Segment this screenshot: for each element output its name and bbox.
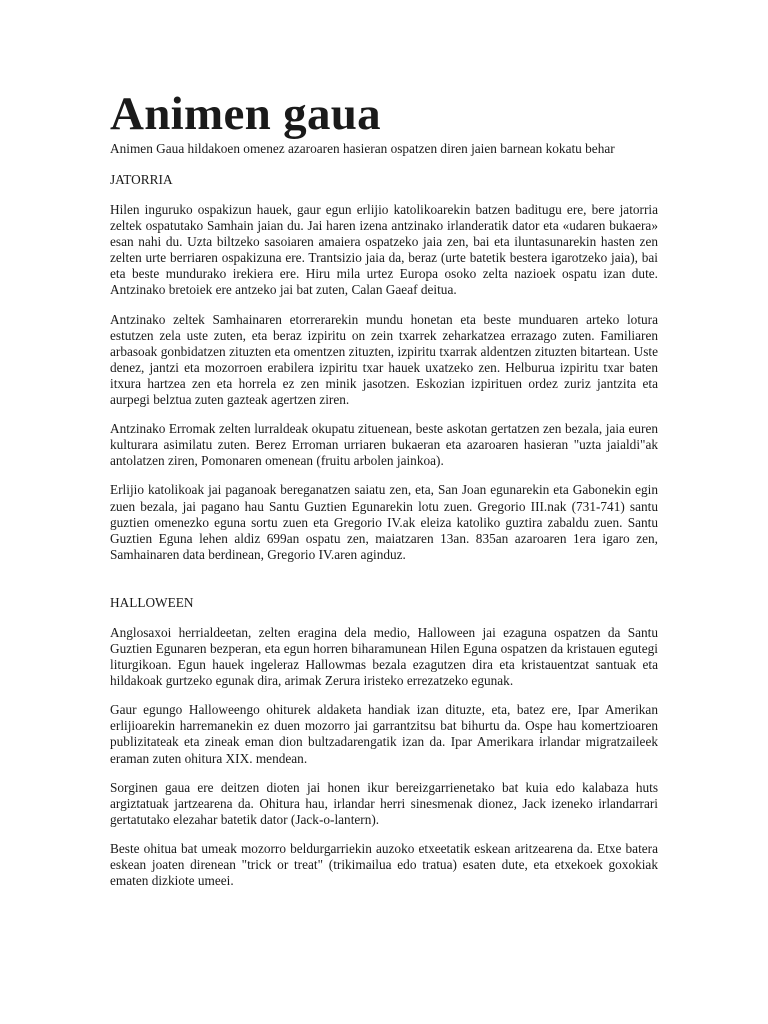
paragraph: Antzinako zeltek Samhainaren etorrerarekin mundu honetan eta beste munduaren arteko lotura estutzen zela uste zuten, eta beraz izpiritu on zein txarrek zeharkatzea errazago zuten. Familiaren arbasoak gonbidatzen zituzten eta omentzen zituzten, izpiritu txarrak aldentzen zituzten bitartean. Uste denez, jantzi eta mozorroen erabilera izpiritu txar hauek uxatzeko zen. Helburua izpiritu txar baten itxura hartzea zen eta horrela ez zen minik jasotzen. Eskozian izpirituen ordez zuriz jantzita eta aurpegi belztua zuten gazteak agertzen ziren. [110, 311, 658, 408]
section-heading-jatorria: JATORRIA [110, 172, 173, 187]
paragraph: Erlijio katolikoak jai paganoak bereganatzen saiatu zen, eta, San Joan egunarekin eta Gabonekin egin zuen bezala, jai pagano hau Santu Guztien Egunarekin lotu zuen. Gregorio III.nak (731-741) santu guztien omenezko eguna sortu zuen eta Gregorio IV.ak eleiza katoliko guztira zabaldu zuen. Santu Guztien Eguna lehen aldiz 699an ospatu zen, maiatzaren 13an. 835an azaroaren 1era igaro zen, Samhainaren data berdinean, Gregorio IV.aren aginduz. [110, 482, 658, 562]
paragraph: Anglosaxoi herrialdeetan, zelten eragina dela medio, Halloween jai ezaguna ospatzen da Santu Guztien Egunaren bezperan, eta egun horren biharamunean Hilen Eguna ospatzen da kristauen egutegi liturgikoan. Egun hauek ingeleraz Hallowmas bezala ezagutzen dira eta kristauentzat santuak eta hildakoak gurtzeko egunak dira, arimak Zerura iristeko errezatzeko egunak. [110, 624, 658, 689]
paragraph: Gaur egungo Halloweengo ohiturek aldaketa handiak izan dituzte, eta, batez ere, Ipar Amerikan erlijioarekin harremanekin ez duen mozorro jai garrantzitsu bat bihurtu da. Ospe hau komertzioaren publizitateak eta zineak eman dion bultzadarengatik izan da. Ipar Amerikara irlandar migratzaileek eraman zuten ohitura XIX. mendean. [110, 702, 658, 766]
paragraph: Sorginen gaua ere deitzen dioten jai honen ikur bereizgarrienetako bat kuia edo kalabaza huts argiztatuak jartzearena da. Ohitura hau, irlandar herri sinesmenak dionez, Jack izeneko irlandarrari gertatutako elezahar batetik dator (Jack-o-lantern). [110, 779, 658, 827]
document-page [110, 88, 658, 902]
paragraph: Beste ohitua bat umeak mozorro beldurgarriekin auzoko etxeetatik eskean aritzearena da. Etxe batera eskean joaten direnean "trick or treat" (trikimailua edo tratua) esaten dute, eta etxekoek goxokiak ematen dizkiote umeei. [110, 840, 658, 889]
section-heading-halloween: HALLOWEEN [110, 594, 194, 610]
paragraph: Hilen inguruko ospakizun hauek, gaur egun erlijio katolikoarekin batzen baditugu ere, bere jatorria zeltek ospatutako Samhain jaian du. Jai haren izena antzinako irlanderatik dator eta «udaren bukaera» esan nahi du. Uzta biltzeko sasoiaren amaiera ospatzeko jaia zen, bai eta iluntasunarekin hasten zen zelten urte berriaren ospakizuna ere. Trantsizio jaia da, beraz (urte batetik bestera igarotzeko jaia), bai eta beste mundurako irekiera ere. Hiru mila urtez Europa osoko zelta nazioek ospatu izan dute. Antzinako bretoiek ere antzeko jai bat zuten, Calan Gaeaf deitua. [110, 202, 658, 298]
page-title: Animen gaua [110, 88, 381, 140]
page-subtitle: Animen Gaua hildakoen omenez azaroaren hasieran ospatzen diren jaien barnean kokatu behar [110, 141, 615, 156]
paragraph: Antzinako Erromak zelten lurraldeak okupatu zituenean, beste askotan gertatzen zen bezala, jaia euren kulturara asimilatu zuten. Berez Erroman urriaren bukaeran eta azaroaren hasieran "uzta jaialdi"ak antolatzen ziren, Pomonaren omenean (fruitu arbolen jainkoa). [110, 421, 658, 469]
section-spacer [110, 576, 658, 594]
